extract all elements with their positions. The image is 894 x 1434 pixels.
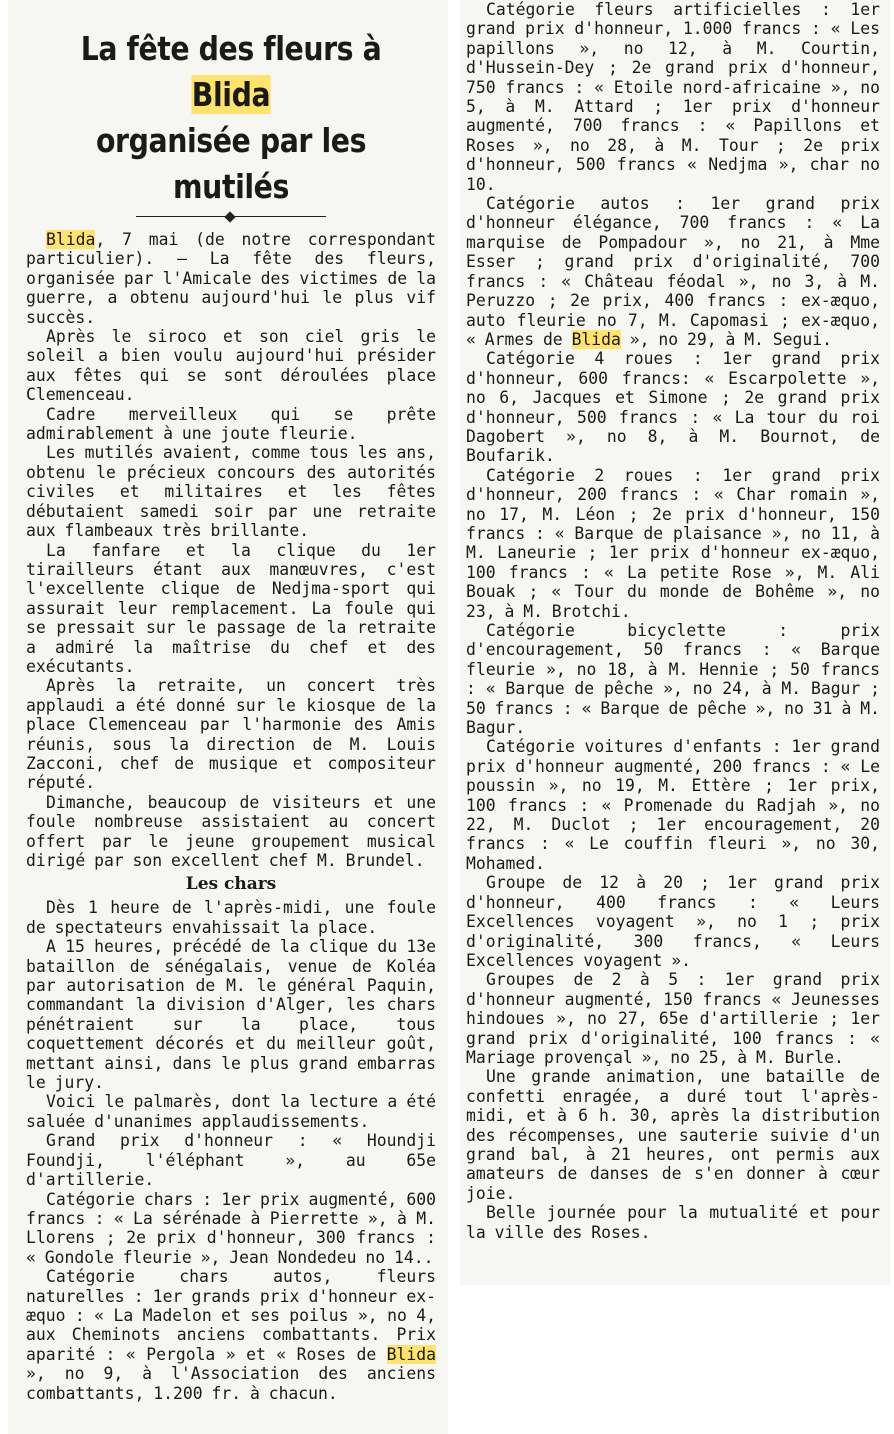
- paragraph-text: », no 9, à l'Association des anciens combattants, 1.200 fr. à chacun.: [26, 1364, 436, 1403]
- paragraph: Dimanche, beaucoup de visiteurs et une foule nombreuse assistaient au concert offert par le jeune groupement musical dirigé par son excellent chef M. Brundel.: [26, 792, 436, 870]
- article-column-right: [460, 0, 890, 1285]
- paragraph: La fanfare et la clique du 1er tirailleurs étant aux manœuvres, c'est l'excellente clique de Nedjma-sport qui assurait leur remplacement. La foule qui se pressait sur le passage de la retraite a admiré la maîtrise du chef et des exécutants.: [26, 540, 436, 676]
- paragraph: [26, 1267, 436, 1403]
- paragraph: Grand prix d'honneur : « Houndji Foundji, l'éléphant », au 65e d'artillerie.: [26, 1131, 436, 1190]
- headline-line1: [81, 29, 382, 114]
- article-column-left: [8, 0, 448, 1434]
- paragraph: [466, 194, 880, 349]
- paragraph: Dès 1 heure de l'après-midi, une foule de spectateurs envahissait la place.: [26, 898, 436, 937]
- paragraph-text: Catégorie chars autos, fleurs naturelles : 1er grands prix d'honneur ex-æquo : « La Madelon et ses poilus », no 4, aux Cheminots anciens combattants. Prix aparité : « Pergola » et « Roses de: [26, 1267, 436, 1364]
- paragraph: Catégorie bicyclette : prix d'encouragement, 50 francs : « Barque fleurie », no 18, à M. Hennie ; 50 francs : « Barque de pêche », no 24, à M. Bagur ; 50 francs : « Barque de pêche », no 31 à M. Bagur.: [466, 621, 880, 738]
- paragraph: Après la retraite, un concert très applaudi a été donné sur le kiosque de la place Clemenceau par l'harmonie des Amis réunis, sous la direction de M. Louis Zacconi, chef de musique et compositeur réputé.: [26, 676, 436, 793]
- paragraph: Voici le palmarès, dont la lecture a été saluée d'unanimes applaudissements.: [26, 1092, 436, 1131]
- headline: [55, 26, 408, 210]
- section-subhead: Les chars: [185, 874, 277, 895]
- paragraph: Catégorie 2 roues : 1er grand prix d'honneur, 200 francs : « Char romain », no 17, M. Léon ; 2e prix d'honneur, 150 francs : « Barque de plaisance », no 11, à M. Laneurie ; 1er prix d'honneur ex-æquo, 100 francs : « La petite Rose », M. Ali Bouak ; « Tour du monde de Bohême », no 23, à M. Brotchi.: [466, 465, 880, 621]
- paragraph: Catégorie fleurs artificielles : 1er grand prix d'honneur, 1.000 francs : « Les papillons », no 12, à M. Courtin, d'Hussein-Dey ; 2e grand prix d'honneur, 750 francs : « Etoile nord-africaine », no 5, à M. Attard ; 1er prix d'honneur augmenté, 700 francs : « Papillons et Roses », no 28, à M. Tour ; 2e prix d'honneur, 500 francs « Nedjma », char no 10.: [466, 0, 880, 194]
- paragraph: Groupes de 2 à 5 : 1er grand prix d'honneur augmenté, 150 francs « Jeunesses hindoues », no 27, 65e d'artillerie ; 1er grand prix d'originalité, 100 francs : « Mariage provençal », no 25, à M. Burle.: [466, 970, 880, 1067]
- paragraph: Catégorie voitures d'enfants : 1er grand prix d'honneur augmenté, 200 francs : « Le poussin », no 19, M. Ettère ; 1er prix, 100 francs : « Promenade du Radjah », no 22, M. Duclot ; 1er encouragement, 20 francs : « Le couffin fleuri », no 30, Mohamed.: [466, 737, 880, 873]
- paragraph-text: », no 29, à M. Segui.: [620, 329, 833, 349]
- search-highlight: Blida: [386, 1344, 436, 1364]
- paragraph: Groupe de 12 à 20 ; 1er grand prix d'honneur, 400 francs : « Leurs Excellences voyagent », no 1 ; prix d'originalité, 300 francs, « Leurs Excellences voyagent ».: [466, 873, 880, 970]
- search-highlight: Blida: [46, 230, 96, 249]
- paragraph: Une grande animation, une bataille de confetti enragée, a duré tout l'après-midi, et à 6 h. 30, après la distribution des récompenses, une sauterie suivie d'un grand bal, à 21 heures, ont permis aux amateurs de danses de s'en donner à cœur joie.: [466, 1067, 880, 1203]
- headline-text: La fête des fleurs à: [80, 29, 382, 68]
- paragraph-text: Catégorie autos : 1er grand prix d'honneur élégance, 700 francs : « La marquise de Pompadour », no 21, à Mme Esser ; grand prix d'originalité, 700 francs : « Château féodal », no 3, à M. Peruzzo ; 2e prix, 400 francs : ex-æquo, auto fleurie no 7, M. Capomasi ; ex-æquo, « Armes de: [466, 194, 880, 349]
- paragraph: A 15 heures, précédé de la clique du 13e bataillon de sénégalais, venue de Koléa par autorisation de M. le général Paquin, commandant la division d'Alger, les chars pénétraient sur la place, tous coquettement décorés et du meilleur goût, mettant ainsi, dans le plus grand embarras le jury.: [26, 937, 436, 1093]
- headline-divider: [136, 212, 326, 222]
- paragraph: Les mutilés avaient, comme tous les ans, obtenu le précieux concours des autorités civiles et militaires et les fêtes débutaient samedi soir par une retraite aux flambeaux très brillante.: [26, 443, 436, 541]
- paragraph: Cadre merveilleux qui se prête admirablement à une joute fleurie.: [26, 404, 436, 444]
- paragraph-text: , 7 mai (de notre correspondant particulier). — La fête des fleurs, organisée par l'Amicale des victimes de la guerre, a obtenu aujourd'hui le plus vif succès.: [26, 230, 436, 327]
- paragraph: Catégorie chars : 1er prix augmenté, 600 francs : « La sérénade à Pierrette », à M. Llorens ; 2e prix d'honneur, 300 francs : « Gondole fleurie », Jean Nondedeu no 14..: [26, 1189, 436, 1267]
- headline-line2: organisée par les mutilés: [95, 121, 367, 206]
- paragraph: Belle journée pour la mutualité et pour la ville des Roses.: [466, 1203, 880, 1242]
- paragraph-dateline: [26, 230, 436, 327]
- search-highlight: Blida: [191, 75, 271, 114]
- search-highlight: Blida: [571, 329, 621, 349]
- paragraph: Après le siroco et son ciel gris le soleil a bien voulu aujourd'hui présider aux fêtes qui se sont déroulées place Clemenceau.: [26, 327, 436, 405]
- paragraph: Catégorie 4 roues : 1er grand prix d'honneur, 600 francs: « Escarpolette », no 6, Jacques et Simone ; 2e grand prix d'honneur, 500 francs : « La tour du roi Dagobert », no 8, à M. Bournot, de Boufarik.: [466, 349, 880, 466]
